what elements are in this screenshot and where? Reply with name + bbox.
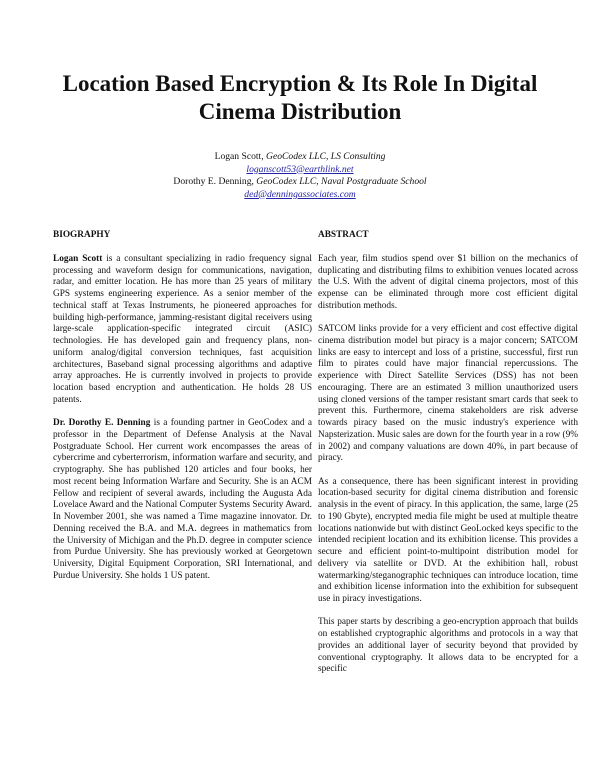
biography-paragraph	[53, 254, 312, 407]
author-block	[40, 151, 560, 201]
abstract-paragraph: This paper starts by describing a geo-encryption approach that builds on established cryptographic algorithms and protocols in a way that provides an additional layer of security beyond that provided by conventional cryptography. It allows data to be encrypted for a specific	[318, 617, 578, 675]
abstract-column	[318, 230, 578, 688]
person-name: Dr. Dorothy E. Denning	[53, 418, 151, 428]
person-name: Logan Scott	[53, 253, 103, 264]
author-line-2	[40, 176, 560, 189]
biography-text: is a consultant specializing in radio frequency signal processing and waveform design for communications, navigation, radar, and emitter location. He has more than 25 years of military GPS systems engineering experience. As a senior member of the technical staff at Texas Instruments, he pioneered approaches for building high-performance, jamming-resistant digital receivers using large-scale application-specific integrated circuit (ASIC) technologies. He has developed gain and frequency plans, non-uniform analog/digital conversion techniques, fast acquisition architectures, Baseband signal processing algorithms and adaptive array approaches. He is currently involved in projects to provide location based encryption and authentication. He holds 28 US patents.	[53, 253, 313, 405]
author-name: Dorothy E. Denning,	[173, 176, 257, 187]
biography-column	[53, 230, 312, 594]
abstract-paragraph: As a consequence, there has been significant interest in providing location-based security for digital cinema distribution and forensic analysis in the event of piracy. In this application, the same, large (25 to 190 Gbyte), encrypted media file might be used at multiple theatre locations nationwide but with distinct GeoLocked keys specific to the intended recipient location and its exhibition license. This provides a secure and efficient point-to-multipoint distribution model for delivery via satellite or DVD. At the exhibition hall, robust watermarking/steganographic techniques can introduce location, time and exhibition license information into the exhibition for subsequent use in piracy investigations.	[318, 476, 578, 604]
author-line-1	[40, 151, 560, 164]
abstract-paragraph: Each year, film studios spend over $1 billion on the mechanics of duplicating and distributing films to exhibition venues located across the U.S. With the advent of digital cinema projectors, most of this expense can be eliminated through more cost efficient digital distribution methods.	[318, 253, 578, 311]
author-email-link[interactable]: loganscott53@earthlink.net	[246, 163, 354, 175]
biography-paragraph	[53, 418, 312, 583]
author-affiliation: GeoCodex LLC, LS Consulting	[266, 151, 386, 162]
author-affiliation: GeoCodex LLC, Naval Postgraduate School	[256, 176, 427, 187]
paper-title: Location Based Encryption & Its Role In Digital Cinema Distribution	[62, 71, 538, 124]
author-name: Logan Scott,	[214, 151, 267, 162]
abstract-paragraph: SATCOM links provide for a very efficient and cost effective digital cinema distribution model but piracy is a major concern; SATCOM links are easy to intercept and loss of a pristine, successful, first run film to pirates could have major financial repercussions. The experience with Direct Satellite Services (DSS) has not been encouraging. There are an estimated 3 million unauthorized users using cloned versions of the tamper resistant smart cards that seek to prevent this. Furthermore, cinema stakeholders are risk adverse towards piracy based on the music industry's experience with Napsterization. Music sales are down for the fourth year in a row (9% in 2002) and company valuations are down 40%, in part because of piracy.	[318, 324, 578, 464]
author-email-link[interactable]: ded@denningassociates.com	[244, 188, 356, 200]
abstract-heading: ABSTRACT	[318, 230, 369, 240]
biography-heading: BIOGRAPHY	[53, 230, 111, 240]
biography-text: is a founding partner in GeoCodex and a professor in the Department of Defense Analysis at the Naval Postgraduate School. Her current work encompasses the areas of cybercrime and cyberterrorism, information warfare and security, and cryptography. She has published 120 articles and four books, her most recent being Information Warfare and Security. She is an ACM Fellow and recipient of several awards, including the Augusta Ada Lovelace Award and the National Computer Systems Security Award. In November 2001, she was named a Time magazine innovator. Dr. Denning received the B.A. and M.A. degrees in mathematics from the University of Michigan and the Ph.D. degree in computer science from Purdue University. She has previously worked at Georgetown University, Digital Equipment Corporation, SRI International, and Purdue University. She holds 1 US patent.	[53, 418, 312, 581]
